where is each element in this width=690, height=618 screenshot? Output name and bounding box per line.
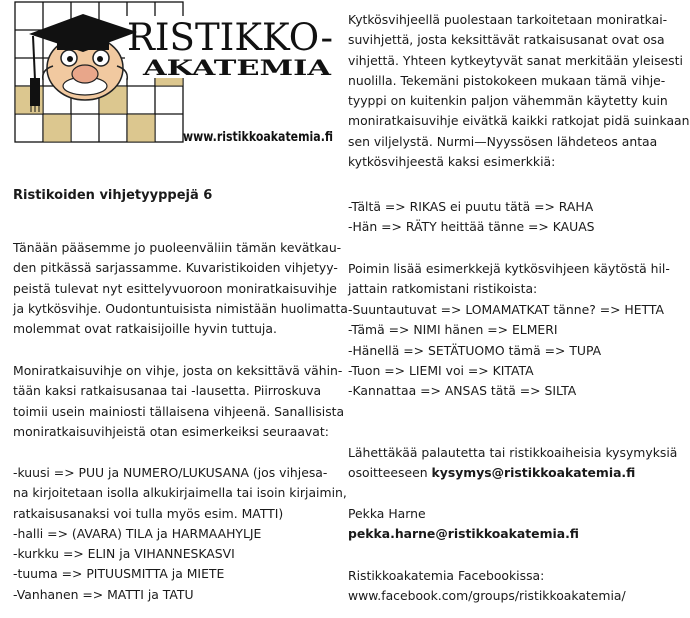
brand-bottom-text: AKATEMIA xyxy=(141,55,333,80)
text-line: moniratkaisuvihje eivätkä kaikki ratkojat pidä suinkaan xyxy=(348,113,690,129)
text-line: Kytkösvihjeellä puolestaan tarkoitetaan moniratkai- xyxy=(348,12,668,27)
example-line: na kirjoitetaan isolla alkukirjaimella tai isoin kirjaimin, xyxy=(13,485,347,501)
brand-top-text: RISTIKKO- xyxy=(127,16,333,59)
example-line: -Tältä => RIKAS ei puutu tätä => RAHA xyxy=(348,199,594,214)
example-line: -tuuma => PITUUSMITTA ja MIETE xyxy=(13,566,225,582)
facebook-label: Ristikkoakatemia Facebookissa: xyxy=(348,568,545,583)
text-line: Moniratkaisuvihje on vihje, josta on keksittävä vähin- xyxy=(13,363,343,378)
text-line: Poimin lisää esimerkkejä kytkösvihjeen käytöstä hil- xyxy=(348,261,670,276)
example-line: -kurkku => ELIN ja VIHANNESKASVI xyxy=(13,546,235,562)
text-line: vihjettä. Yhteen kytkeytyvät sanat merkitään yleisesti xyxy=(348,52,683,68)
feedback-paragraph xyxy=(348,443,678,484)
text-line: toimii usein mainiosti tällaisena vihjeenä. Sanallisista xyxy=(13,403,345,419)
example-line: -Tuon => LIEMI voi => KITATA xyxy=(348,362,534,378)
author-block xyxy=(348,504,674,545)
example-line: -halli => (AVARA) TILA ja HARMAAHYLJE xyxy=(13,525,262,541)
feedback-prefix: osoitteeseen xyxy=(348,465,432,481)
text-line: nuolilla. Tekemäni pistokokeen mukaan tämä vihje- xyxy=(348,72,666,88)
text-line: kytkösvihjeestä kaksi esimerkkiä: xyxy=(348,154,556,170)
linked-clue-examples xyxy=(348,197,674,238)
example-line: -Vanhanen => MATTI ja TATU xyxy=(13,586,194,602)
crossword-grid-logo xyxy=(13,0,335,150)
example-line: -Hän => RÄTY heittää tänne => KAUAS xyxy=(348,219,595,235)
feedback-email-link[interactable]: kysymys@ristikkoakatemia.fi xyxy=(431,465,636,481)
linked-clue-paragraph xyxy=(348,10,690,172)
author-name: Pekka Harne xyxy=(348,506,426,521)
intro-paragraph xyxy=(13,238,348,339)
example-line: -Tämä => NIMI hänen => ELMERI xyxy=(348,322,558,338)
author-email-link[interactable]: pekka.harne@ristikkoakatemia.fi xyxy=(348,526,579,542)
example-line: ratkaisusanaksi voi tulla myös esim. MATTI) xyxy=(13,505,284,521)
more-examples-list xyxy=(348,300,674,401)
facebook-url-link[interactable]: www.facebook.com/groups/ristikkoakatemia/ xyxy=(348,588,626,604)
text-line: tään kaksi ratkaisusanaa tai -lausetta. Piirroskuva xyxy=(13,383,322,399)
text-line: ja kytkösvihje. Oudontuntuisista nimistään huolimatta xyxy=(13,300,348,316)
text-line: den pitkässä sarjassamme. Kuvaristikoiden vihjetyy- xyxy=(13,260,338,276)
feedback-line-2 xyxy=(348,463,674,483)
facebook-block xyxy=(348,566,674,607)
example-line: -Hänellä => SETÄTUOMO tämä => TUPA xyxy=(348,342,602,358)
text-line: moniratkaisuvihjeistä otan esimerkeiksi seuraavat: xyxy=(13,423,329,439)
logo-url: www.ristikkoakatemia.fi xyxy=(183,129,333,145)
more-examples-intro xyxy=(348,259,674,300)
multi-solution-paragraph xyxy=(13,361,345,442)
ristikkoakatemia-logo xyxy=(13,0,335,150)
text-line: sen viljelystä. Nurmi—Nyyssösen lähdeteos antaa xyxy=(348,133,658,149)
article-heading: Ristikoiden vihjetyyppejä 6 xyxy=(13,188,213,203)
example-line: -Suuntautuvat => LOMAMATKAT tänne? => HETTA xyxy=(348,302,664,317)
text-line: molemmat ovat ratkaisijoille hyvin tuttuja. xyxy=(13,321,277,337)
example-line: -kuusi => PUU ja NUMERO/LUKUSANA (jos vihjesa- xyxy=(13,465,328,480)
text-line: peistä tulevat nyt esittelyvuoroon moniratkaisuvihje xyxy=(13,280,337,296)
text-line: jattain ratkomistani ristikoista: xyxy=(348,281,538,297)
multi-solution-examples xyxy=(13,463,347,605)
text-line: suvihjettä, josta keksittävät ratkaisusanat ovat osa xyxy=(348,32,665,48)
text-line: tyyppi on kuitenkin paljon vähemmän käytetty kuin xyxy=(348,93,668,109)
example-line: -Kannattaa => ANSAS tätä => SILTA xyxy=(348,383,577,399)
feedback-line: Lähettäkää palautetta tai ristikkoaiheisia kysymyksiä xyxy=(348,445,678,460)
text-line: Tänään pääsemme jo puoleenväliin tämän kevätkau- xyxy=(13,240,342,255)
